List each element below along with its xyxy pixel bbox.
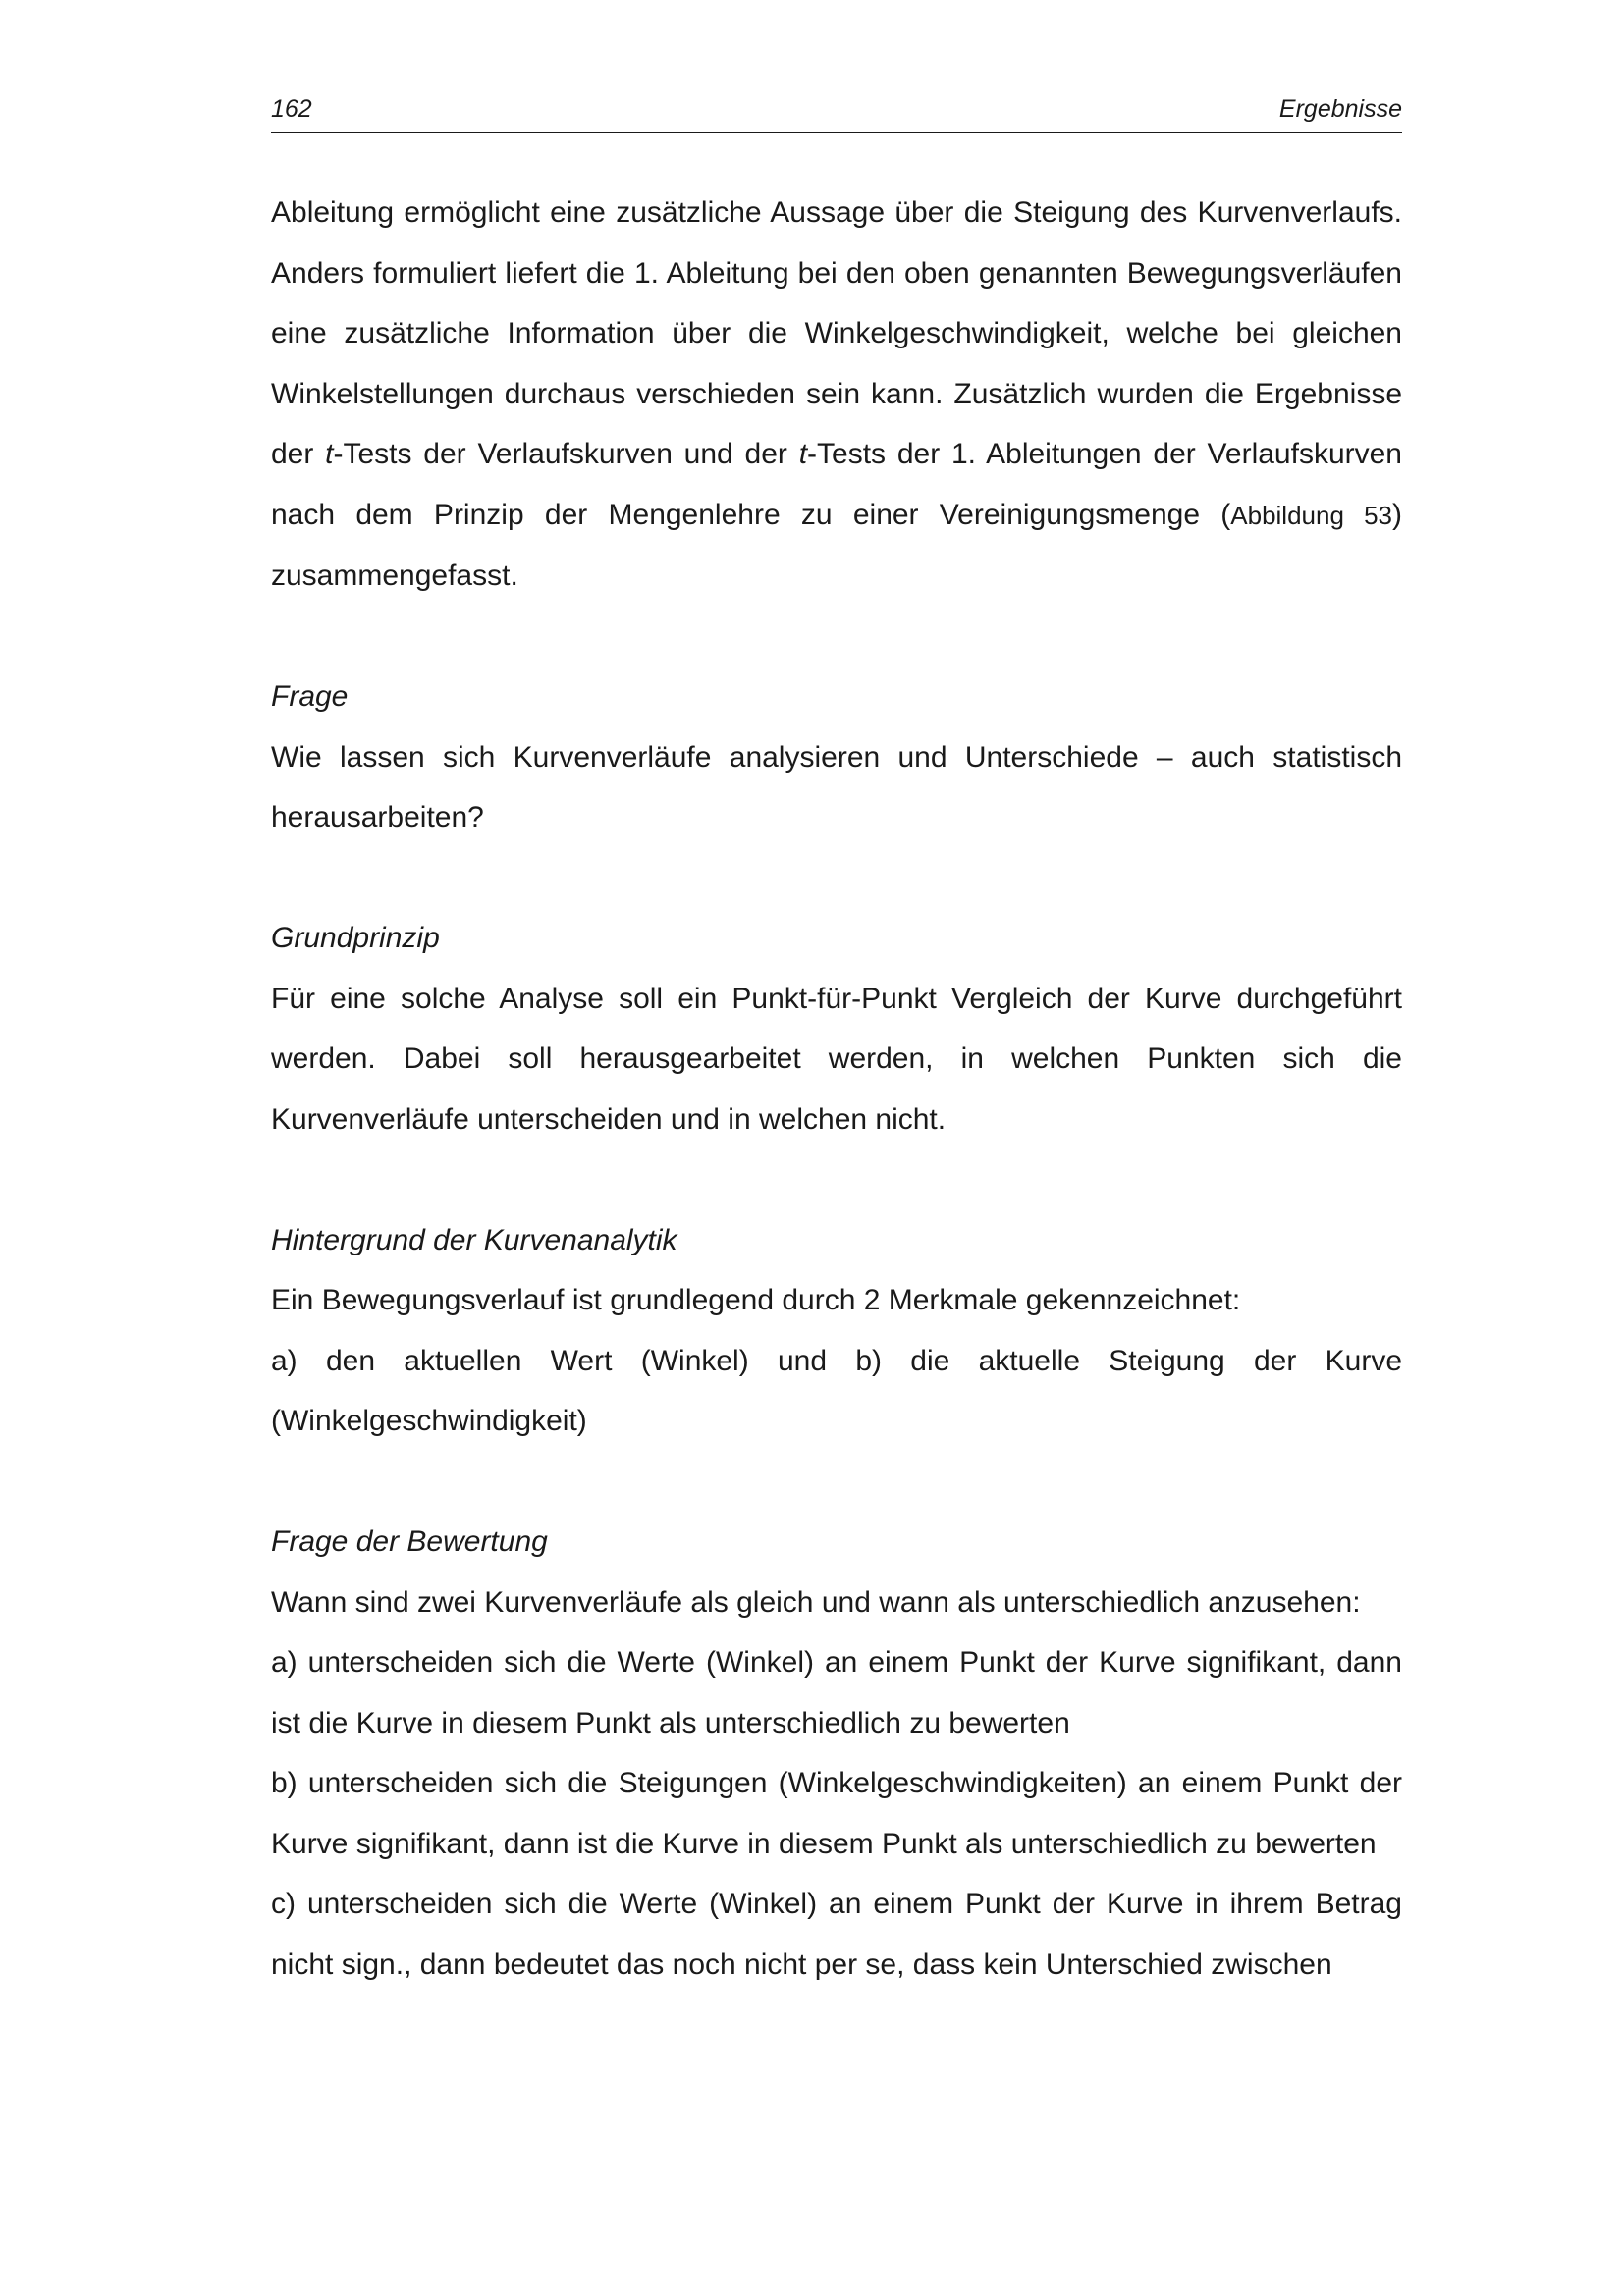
intro-text-3: -Tests der 1. Ableitungen der Verlaufskurven nach dem Prinzip der Mengenlehre zu einer Vereinigungsmenge (	[271, 438, 1402, 531]
page-content	[271, 183, 1402, 1995]
section-frage	[271, 667, 1402, 848]
section-paragraph: Ein Bewegungsverlauf ist grundlegend durch 2 Merkmale gekennzeichnet:	[271, 1284, 1241, 1316]
section-paragraph: a) unterscheiden sich die Werte (Winkel) an einem Punkt der Kurve signifikant, dann ist die Kurve in diesem Punkt als unterschiedlich zu bewerten	[271, 1646, 1402, 1739]
page-number: 162	[271, 95, 312, 123]
document-page	[271, 94, 1402, 1995]
section-bewertung	[271, 1512, 1402, 1995]
running-header	[271, 94, 1402, 133]
section-title: Frage	[271, 680, 349, 713]
section-paragraph: Wie lassen sich Kurvenverläufe analysieren und Unterschiede – auch statistisch herausarbeiten?	[271, 740, 1402, 833]
section-paragraph: b) unterscheiden sich die Steigungen (Winkelgeschwindigkeiten) an einem Punkt der Kurve signifikant, dann ist die Kurve in diesem Punkt als unterschiedlich zu bewerten	[271, 1767, 1402, 1860]
intro-paragraph	[271, 183, 1402, 607]
figure-reference-link[interactable]: Abbildung 53	[1230, 500, 1392, 530]
section-paragraph: a) den aktuellen Wert (Winkel) und b) die aktuelle Steigung der Kurve (Winkelgeschwindigkeit)	[271, 1344, 1402, 1437]
intro-text-4: ) zusammengefasst.	[271, 498, 1402, 592]
t-symbol: t	[325, 438, 334, 470]
t-symbol: t	[798, 438, 808, 470]
intro-text-2: -Tests der Verlaufskurven und der	[333, 438, 799, 470]
section-title: Hintergrund der Kurvenanalytik	[271, 1223, 677, 1256]
chapter-title: Ergebnisse	[1278, 95, 1402, 123]
intro-text-1: Ableitung ermöglicht eine zusätzliche Aussage über die Steigung des Kurvenverlaufs. Anders formuliert liefert die 1. Ableitung bei den oben genannten Bewegungsverläufen eine zusätzliche Information über die Winkelgeschwindigkeit, welche bei gleichen Winkelstellungen durchaus verschieden sein kann. Zusätzlich wurden die Ergebnisse der	[271, 196, 1402, 470]
section-hintergrund	[271, 1210, 1402, 1452]
section-paragraph: Für eine solche Analyse soll ein Punkt-für-Punkt Vergleich der Kurve durchgeführt werden. Dabei soll herausgearbeitet werden, in welchen Punkten sich die Kurvenverläufe unterscheiden und in welchen nicht.	[271, 982, 1402, 1136]
section-paragraph: Wann sind zwei Kurvenverläufe als gleich und wann als unterschiedlich anzusehen:	[271, 1585, 1361, 1619]
section-title: Grundprinzip	[271, 922, 440, 954]
section-title: Frage der Bewertung	[271, 1525, 548, 1558]
section-paragraph: c) unterscheiden sich die Werte (Winkel) an einem Punkt der Kurve in ihrem Betrag nicht sign., dann bedeutet das noch nicht per se, dass kein Unterschied zwischen	[271, 1888, 1402, 1981]
section-grundprinzip	[271, 908, 1402, 1149]
